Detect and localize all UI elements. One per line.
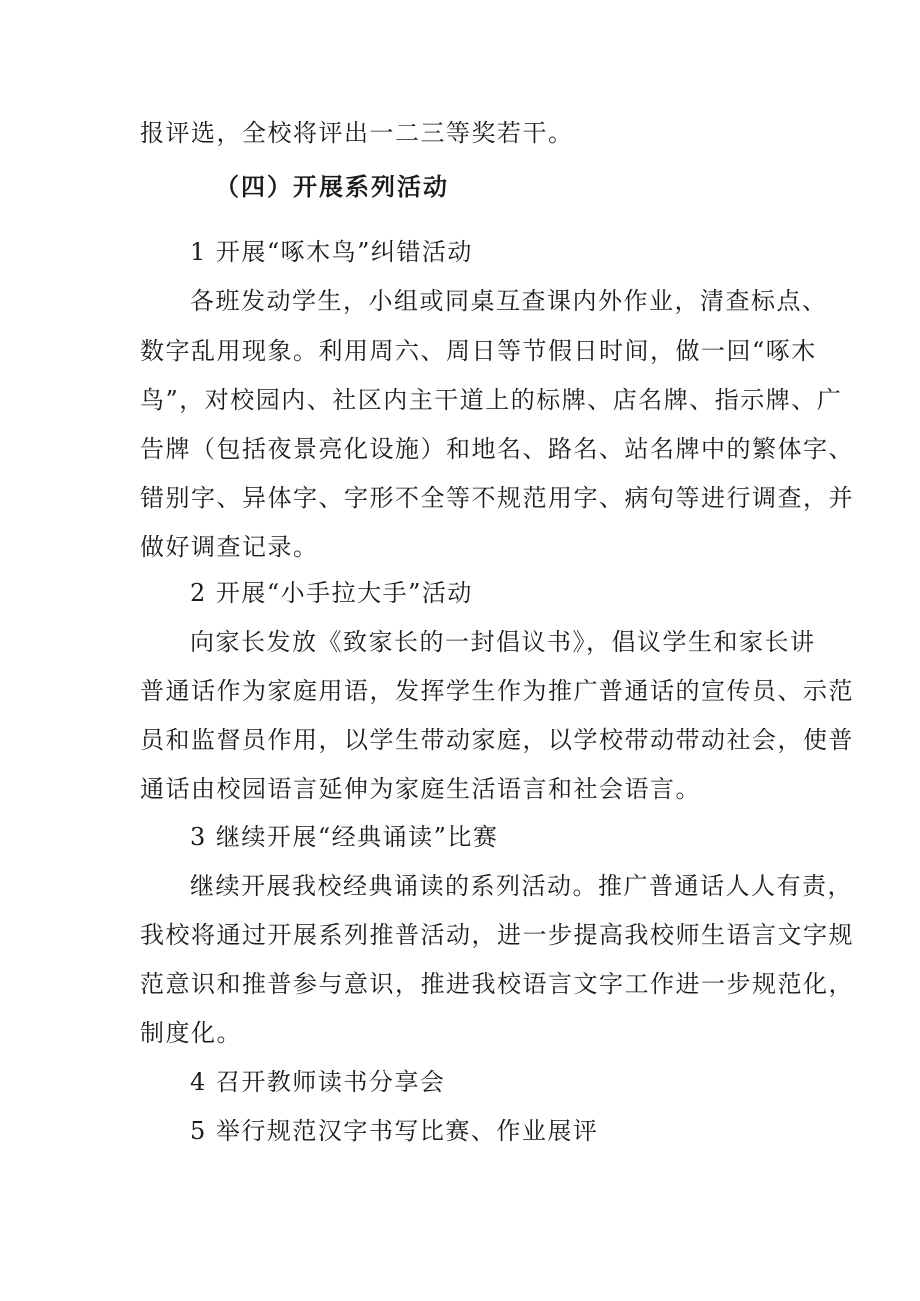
paragraph-line: 继续开展我校经典诵读的系列活动。推广普通话人人有责， bbox=[190, 872, 853, 900]
subheading-small-hand: 2 开展“小手拉大手”活动 bbox=[190, 579, 473, 607]
paragraph-line: 做好调查记录。 bbox=[140, 533, 319, 561]
paragraph-line: 普通话作为家庭用语，发挥学生作为推广普通话的宣传员、示范 bbox=[140, 677, 854, 705]
paragraph-line: 数字乱用现象。利用周六、周日等节假日时间，做一回“啄木 bbox=[140, 337, 817, 365]
section-heading-activities: （四）开展系列活动 bbox=[215, 173, 449, 201]
paragraph-line-continuation: 报评选，全校将评出一二三等奖若干。 bbox=[140, 119, 574, 147]
subheading-handwriting-contest: 5 举行规范汉字书写比赛、作业展评 bbox=[190, 1117, 599, 1145]
paragraph-line: 通话由校园语言延伸为家庭生活语言和社会语言。 bbox=[140, 775, 701, 803]
subheading-woodpecker: 1 开展“啄木鸟”纠错活动 bbox=[190, 238, 473, 266]
subheading-classic-reading: 3 继续开展“经典诵读”比赛 bbox=[190, 823, 499, 851]
paragraph-line: 范意识和推普参与意识，推进我校语言文字工作进一步规范化， bbox=[140, 970, 854, 998]
paragraph-line: 员和监督员作用，以学生带动家庭，以学校带动带动社会，使普 bbox=[140, 726, 854, 754]
paragraph-line: 向家长发放《致家长的一封倡议书》，倡议学生和家长讲 bbox=[190, 628, 816, 656]
paragraph-line: 错别字、异体字、字形不全等不规范用字、病句等进行调查，并 bbox=[140, 484, 854, 512]
paragraph-line: 制度化。 bbox=[140, 1019, 242, 1047]
subheading-teacher-reading: 4 召开教师读书分享会 bbox=[190, 1068, 446, 1096]
paragraph-line: 告牌（包括夜景亮化设施）和地名、路名、站名牌中的繁体字、 bbox=[140, 435, 854, 463]
paragraph-line: 鸟”，对校园内、社区内主干道上的标牌、店名牌、指示牌、广 bbox=[140, 386, 843, 414]
paragraph-line: 各班发动学生，小组或同桌互查课内外作业，清查标点、 bbox=[190, 287, 828, 315]
paragraph-line: 我校将通过开展系列推普活动，进一步提高我校师生语言文字规 bbox=[140, 921, 854, 949]
